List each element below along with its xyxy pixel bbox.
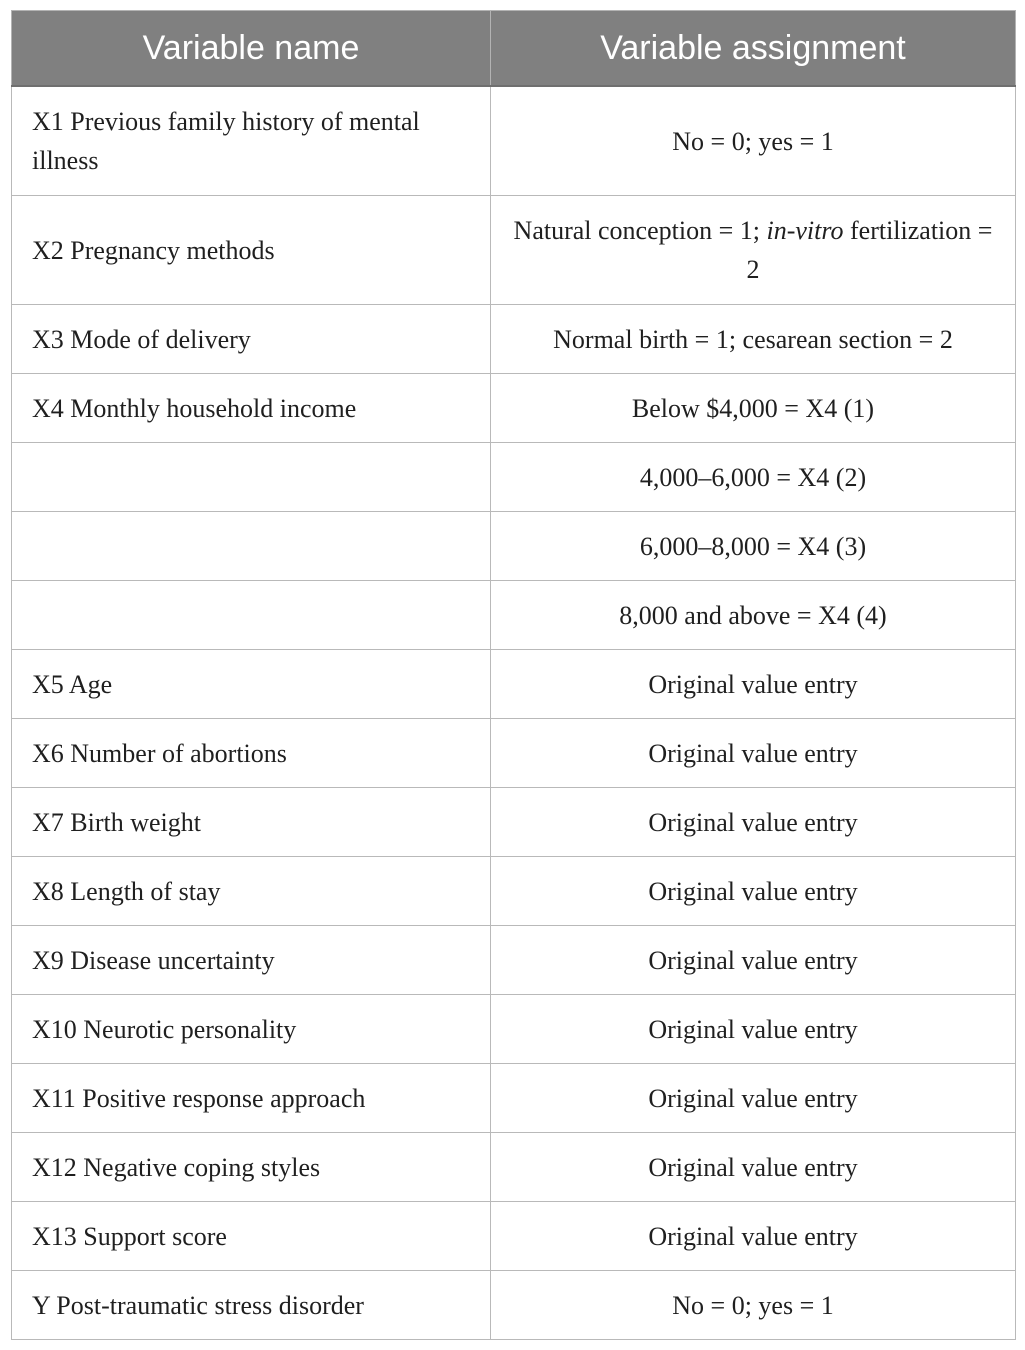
variable-assignment-cell: Original value entry bbox=[491, 1202, 1016, 1271]
variable-assignment-cell: 6,000–8,000 = X4 (3) bbox=[491, 512, 1016, 581]
variable-assignment-cell: Original value entry bbox=[491, 857, 1016, 926]
variable-assignment-cell: Original value entry bbox=[491, 719, 1016, 788]
header-variable-assignment: Variable assignment bbox=[491, 11, 1016, 87]
variable-name-cell: X13 Support score bbox=[12, 1202, 491, 1271]
table-row bbox=[12, 512, 1016, 581]
variable-assignment-cell: No = 0; yes = 1 bbox=[491, 1271, 1016, 1340]
variable-assignment-table bbox=[11, 10, 1016, 1340]
variable-assignment-cell: Original value entry bbox=[491, 650, 1016, 719]
variable-name-cell: X11 Positive response approach bbox=[12, 1064, 491, 1133]
table-row bbox=[12, 305, 1016, 374]
variable-assignment-cell bbox=[491, 196, 1016, 305]
variable-name-cell: X4 Monthly household income bbox=[12, 374, 491, 443]
variable-name-cell: X9 Disease uncertainty bbox=[12, 926, 491, 995]
variable-name-cell: X1 Previous family history of mental illness bbox=[12, 86, 491, 196]
variable-name-cell bbox=[12, 581, 491, 650]
variable-name-cell bbox=[12, 512, 491, 581]
variable-assignment-cell: Normal birth = 1; cesarean section = 2 bbox=[491, 305, 1016, 374]
variable-name-cell: X5 Age bbox=[12, 650, 491, 719]
variable-assignment-cell: Original value entry bbox=[491, 995, 1016, 1064]
table-row bbox=[12, 443, 1016, 512]
variable-assignment-cell: Original value entry bbox=[491, 788, 1016, 857]
table-row bbox=[12, 1064, 1016, 1133]
variable-name-cell: X6 Number of abortions bbox=[12, 719, 491, 788]
variable-name-cell: X3 Mode of delivery bbox=[12, 305, 491, 374]
assignment-text: fertilization = 2 bbox=[746, 216, 993, 284]
table-row bbox=[12, 374, 1016, 443]
variable-assignment-cell: 8,000 and above = X4 (4) bbox=[491, 581, 1016, 650]
variable-assignment-cell: Original value entry bbox=[491, 1133, 1016, 1202]
variable-name-cell: X12 Negative coping styles bbox=[12, 1133, 491, 1202]
table-row bbox=[12, 86, 1016, 196]
variable-name-cell: X10 Neurotic personality bbox=[12, 995, 491, 1064]
table-row bbox=[12, 788, 1016, 857]
table-row bbox=[12, 196, 1016, 305]
header-row bbox=[12, 11, 1016, 87]
table-row bbox=[12, 650, 1016, 719]
variable-assignment-cell: Original value entry bbox=[491, 1064, 1016, 1133]
header-variable-name: Variable name bbox=[12, 11, 491, 87]
table-row bbox=[12, 719, 1016, 788]
variable-name-cell bbox=[12, 443, 491, 512]
variable-assignment-cell: Original value entry bbox=[491, 926, 1016, 995]
table-row bbox=[12, 995, 1016, 1064]
variable-name-cell: X7 Birth weight bbox=[12, 788, 491, 857]
variable-name-cell: X2 Pregnancy methods bbox=[12, 196, 491, 305]
variable-assignment-cell: No = 0; yes = 1 bbox=[491, 86, 1016, 196]
variable-assignment-cell: Below $4,000 = X4 (1) bbox=[491, 374, 1016, 443]
assignment-text: Natural conception = 1; bbox=[513, 216, 767, 245]
table-row bbox=[12, 926, 1016, 995]
variable-name-cell: Y Post-traumatic stress disorder bbox=[12, 1271, 491, 1340]
variable-name-cell: X8 Length of stay bbox=[12, 857, 491, 926]
variable-assignment-cell: 4,000–6,000 = X4 (2) bbox=[491, 443, 1016, 512]
assignment-italic-text: in-vitro bbox=[766, 216, 844, 245]
table-row bbox=[12, 1271, 1016, 1340]
table-row bbox=[12, 1202, 1016, 1271]
table-row bbox=[12, 1133, 1016, 1202]
table-row bbox=[12, 581, 1016, 650]
table-row bbox=[12, 857, 1016, 926]
